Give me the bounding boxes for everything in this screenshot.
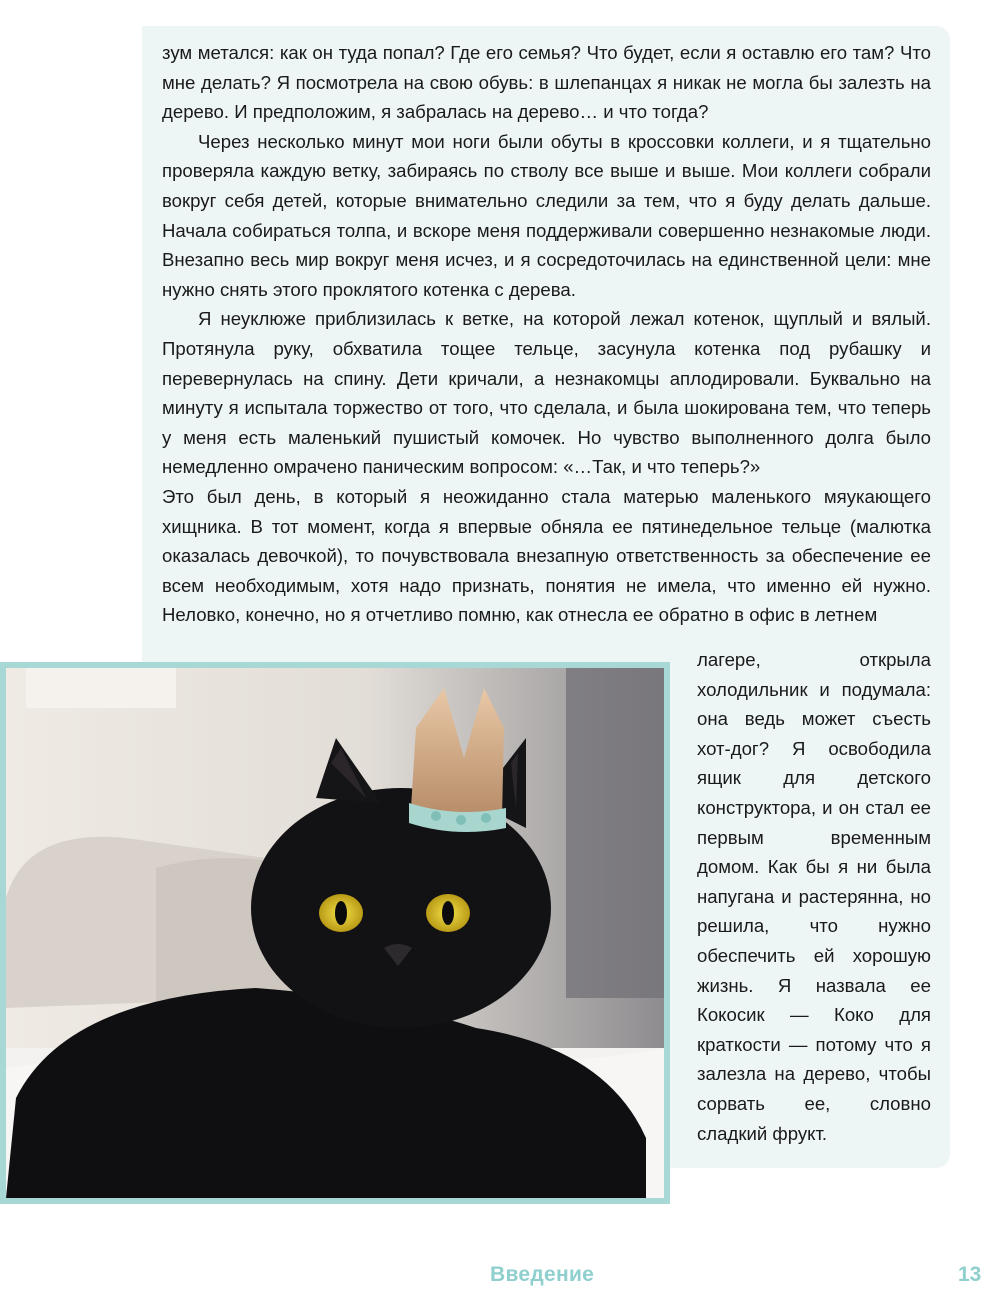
body-text — [162, 38, 931, 630]
paragraph-4: Это был день, в который я неожиданно стала матерью маленького мяукающего хищника. В тот момент, когда я впервые обняла ее пятинедельное тельце (малютка оказалась девочкой), то почувствовала внезапную ответственность за обеспечение ее всем необходимым, хотя надо признать, понятия не имела, что именно ей нужно. Неловко, конечно, но я отчетливо помню, как отнесла ее обратно в офис в летнем — [162, 485, 931, 626]
black-cat-with-crown-photo — [6, 668, 664, 1198]
paragraph-2: Через несколько минут мои ноги были обуты в кроссовки коллеги, и я тщательно проверяла каждую ветку, забираясь по стволу все выше и выше. Мои коллеги собрали вокруг себя детей, которые внимательно следили за тем, что я буду делать дальше. Начала собираться толпа, и вскоре меня поддерживали совершенно незнакомые люди. Внезапно весь мир вокруг меня исчез, и я сосредоточилась на единственной цели: мне нужно снять этого проклятого котенка с дерева. — [162, 130, 931, 300]
paragraph-4-continued: лагере, открыла холодильник и подумала: она ведь может съесть хот-дог? Я освободила ящик для детского конструктора, и он стал ее первым временным домом. Как бы я ни была напугана и растерянна, но решила, что нужно обеспечить ей хорошую жизнь. Я назвала ее Кокосик — Коко для краткости — потому что я залезла на дерево, чтобы сорвать ее, словно сладкий фрукт. — [697, 649, 931, 1144]
footer-section-title: Введение — [490, 1263, 595, 1286]
cat-illustration — [6, 668, 664, 1198]
page-number: 13 — [958, 1263, 982, 1286]
paragraph-3: Я неуклюже приблизилась к ветке, на которой лежал котенок, щуплый и вялый. Протянула руку, обхватила тощее тельце, засунула котенка под рубашку и перевернулась на спину. Дети кричали, а незнакомцы аплодировали. Буквально на минуту я испытала торжество от того, что сделала, и была шокирована тем, что теперь у меня есть маленький пушистый комочек. Но чувство выполненного долга было немедленно омрачено паническим вопросом: «…Так, и что теперь?» — [162, 308, 931, 478]
photo-frame — [0, 662, 670, 1204]
wrapped-text-column — [697, 645, 931, 1148]
paragraph-1: зум метался: как он туда попал? Где его семья? Что будет, если я оставлю его там? Что мне делать? Я посмотрела на свою обувь: в шлепанцах я никак не могла бы залезть на дерево. И предположим, я забралась на дерево… и что тогда? — [162, 42, 931, 123]
